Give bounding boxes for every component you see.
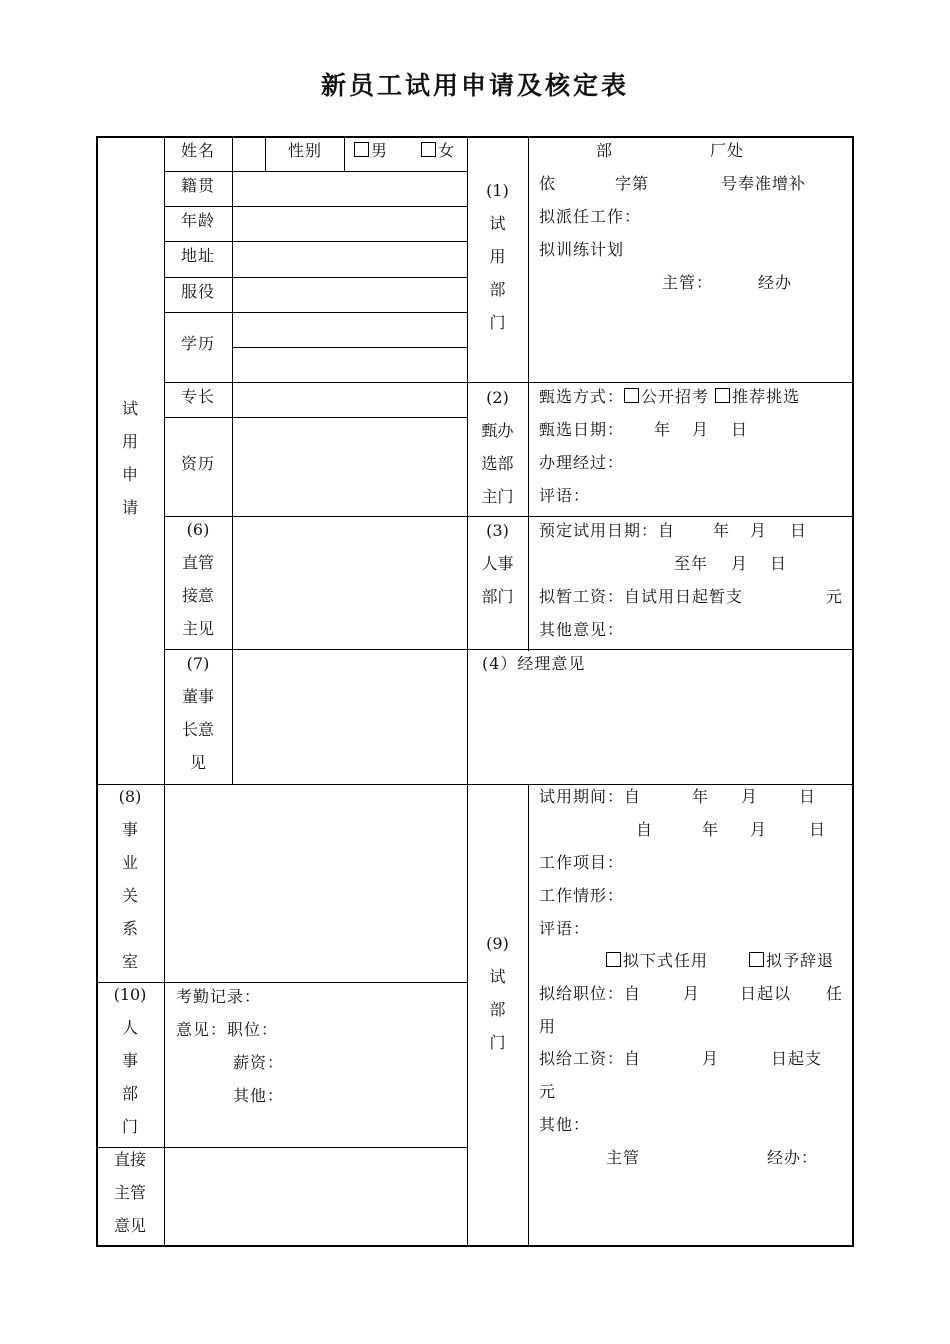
business-relations-label: (8) 事 业 关 系 室 bbox=[118, 787, 142, 971]
wage-unit: 元 bbox=[539, 1082, 557, 1101]
selection-date-month: 月 bbox=[692, 420, 710, 439]
hr-opinion-position-label: 意见：职位： bbox=[176, 1020, 279, 1039]
divider-dept-label-bottom bbox=[528, 784, 529, 1247]
row-line bbox=[164, 277, 467, 278]
dept9-comment-label: 评语： bbox=[539, 919, 591, 938]
selection-method: 甄选方式： 公开招考 推荐挑选 bbox=[539, 387, 801, 406]
work-situation-label: 工作情形： bbox=[539, 886, 625, 905]
position-month: 月 bbox=[683, 984, 701, 1003]
row-line bbox=[164, 241, 467, 242]
selection-date-day: 日 bbox=[731, 420, 749, 439]
dept1-supervisor-label: 主管： bbox=[662, 273, 714, 292]
hr-salary-label: 薪资： bbox=[233, 1053, 285, 1072]
document-number-text: 字第 bbox=[615, 174, 650, 193]
manager-opinion-label: (4）经理意见 bbox=[482, 654, 586, 673]
gender-male-option[interactable]: 男 bbox=[354, 141, 388, 161]
dept9-handler-label: 经办： bbox=[767, 1148, 819, 1167]
proposed-position-label: 拟给职位：自 bbox=[539, 984, 642, 1003]
checkbox-icon[interactable] bbox=[421, 142, 436, 157]
selection-date-label: 甄选日期： bbox=[539, 420, 625, 439]
trial-to-day: 日 bbox=[770, 554, 788, 573]
row-line bbox=[164, 649, 854, 650]
native-place-label: 籍贯 bbox=[181, 176, 216, 195]
work-item-label: 工作项目： bbox=[539, 853, 625, 872]
supervisor-opinion-label: (6) 直管 接意 主见 bbox=[181, 520, 214, 638]
process-label: 办理经过： bbox=[539, 453, 625, 472]
wage-month: 月 bbox=[702, 1049, 720, 1068]
proposed-wage-label: 拟给工资：自 bbox=[539, 1049, 642, 1068]
checkbox-icon[interactable] bbox=[715, 388, 730, 403]
period-day-2: 日 bbox=[809, 820, 827, 839]
option-hire[interactable]: 拟下式任用 bbox=[606, 951, 708, 971]
dept2-comment-label: 评语： bbox=[539, 486, 591, 505]
wage-day: 日起支 bbox=[771, 1049, 823, 1068]
factory-division-text: 厂处 bbox=[710, 141, 745, 160]
row-line bbox=[164, 206, 467, 207]
trial-year: 年 bbox=[713, 521, 731, 540]
military-service-label: 服役 bbox=[181, 282, 216, 301]
period-year-2: 年 bbox=[702, 820, 720, 839]
trial-to-year: 至年 bbox=[674, 554, 709, 573]
position-day: 日起以 bbox=[740, 984, 792, 1003]
checkbox-icon[interactable] bbox=[624, 388, 639, 403]
name-label: 姓名 bbox=[181, 141, 216, 160]
trial-month: 月 bbox=[750, 521, 768, 540]
position-appoint: 任 bbox=[826, 984, 844, 1003]
dept9-supervisor-label: 主管 bbox=[606, 1148, 641, 1167]
border-right bbox=[852, 136, 854, 1247]
planned-trial-date-label: 预定试用日期：自 bbox=[539, 521, 676, 540]
row-line bbox=[96, 784, 854, 785]
row-line bbox=[164, 417, 467, 418]
temp-wage-label: 拟暂工资：自试用日起暂支 bbox=[539, 587, 744, 606]
gender-female-option[interactable]: 女 bbox=[421, 141, 455, 161]
side-label-trial-application: 试 用 申 请 bbox=[121, 399, 138, 517]
dept9-other-label: 其他： bbox=[539, 1115, 591, 1134]
border-top bbox=[96, 136, 854, 138]
period-from-2: 自 bbox=[636, 820, 654, 839]
row-line bbox=[232, 347, 467, 348]
checkbox-icon[interactable] bbox=[354, 142, 369, 157]
hr-dept-bottom-label: (10) 人 事 部 门 bbox=[113, 985, 147, 1136]
gender-label: 性别 bbox=[288, 141, 323, 160]
per-text: 依 bbox=[539, 174, 557, 193]
form-title: 新员工试用申请及核定表 bbox=[320, 71, 629, 100]
age-label: 年龄 bbox=[181, 211, 216, 230]
attendance-label: 考勤记录： bbox=[176, 987, 262, 1006]
selection-date-year: 年 bbox=[654, 420, 672, 439]
experience-label: 资历 bbox=[181, 454, 216, 473]
trial-period-label: 试用期间：自 bbox=[539, 787, 642, 806]
period-month: 月 bbox=[741, 787, 759, 806]
hr-dept-label: (3) 人事 部门 bbox=[481, 521, 514, 606]
period-month-2: 月 bbox=[750, 820, 768, 839]
checkbox-icon[interactable] bbox=[606, 952, 621, 967]
border-bottom bbox=[96, 1245, 854, 1247]
specialty-label: 专长 bbox=[181, 387, 216, 406]
other-opinion-label: 其他意见： bbox=[539, 620, 625, 639]
checkbox-icon[interactable] bbox=[749, 952, 764, 967]
row-line bbox=[164, 171, 467, 172]
divider-gender-value bbox=[344, 136, 345, 171]
planned-assignment-label: 拟派任工作： bbox=[539, 207, 642, 226]
address-label: 地址 bbox=[181, 246, 216, 265]
chairman-opinion-label: (7) 董事 长意 见 bbox=[181, 654, 214, 772]
dept-text: 部 bbox=[596, 141, 614, 160]
application-form bbox=[96, 136, 854, 1247]
hr-other-label: 其他： bbox=[233, 1086, 285, 1105]
trial-dept-bottom-label: (9) 试 部 门 bbox=[486, 934, 509, 1052]
period-day: 日 bbox=[799, 787, 817, 806]
selection-dept-label: (2) 甄办 选部 主门 bbox=[481, 388, 514, 506]
divider-name-value bbox=[265, 136, 266, 171]
temp-wage-unit: 元 bbox=[826, 587, 844, 606]
direct-supervisor-label: 直接 主管 意见 bbox=[113, 1150, 146, 1235]
approved-supplement-text: 号奉准增补 bbox=[721, 174, 807, 193]
option-dismiss[interactable]: 拟予辞退 bbox=[749, 951, 834, 971]
training-plan-label: 拟训练计划 bbox=[539, 240, 625, 259]
trial-to-month: 月 bbox=[731, 554, 749, 573]
dept1-handler-label: 经办 bbox=[758, 273, 793, 292]
period-year: 年 bbox=[692, 787, 710, 806]
position-use: 用 bbox=[539, 1017, 557, 1036]
divider-dept-label-top bbox=[528, 136, 529, 651]
trial-day: 日 bbox=[790, 521, 808, 540]
trial-dept-label: (1) 试 用 部 门 bbox=[486, 181, 509, 332]
education-label: 学历 bbox=[181, 334, 216, 353]
divider-field-label bbox=[232, 136, 233, 784]
row-line bbox=[164, 312, 467, 313]
